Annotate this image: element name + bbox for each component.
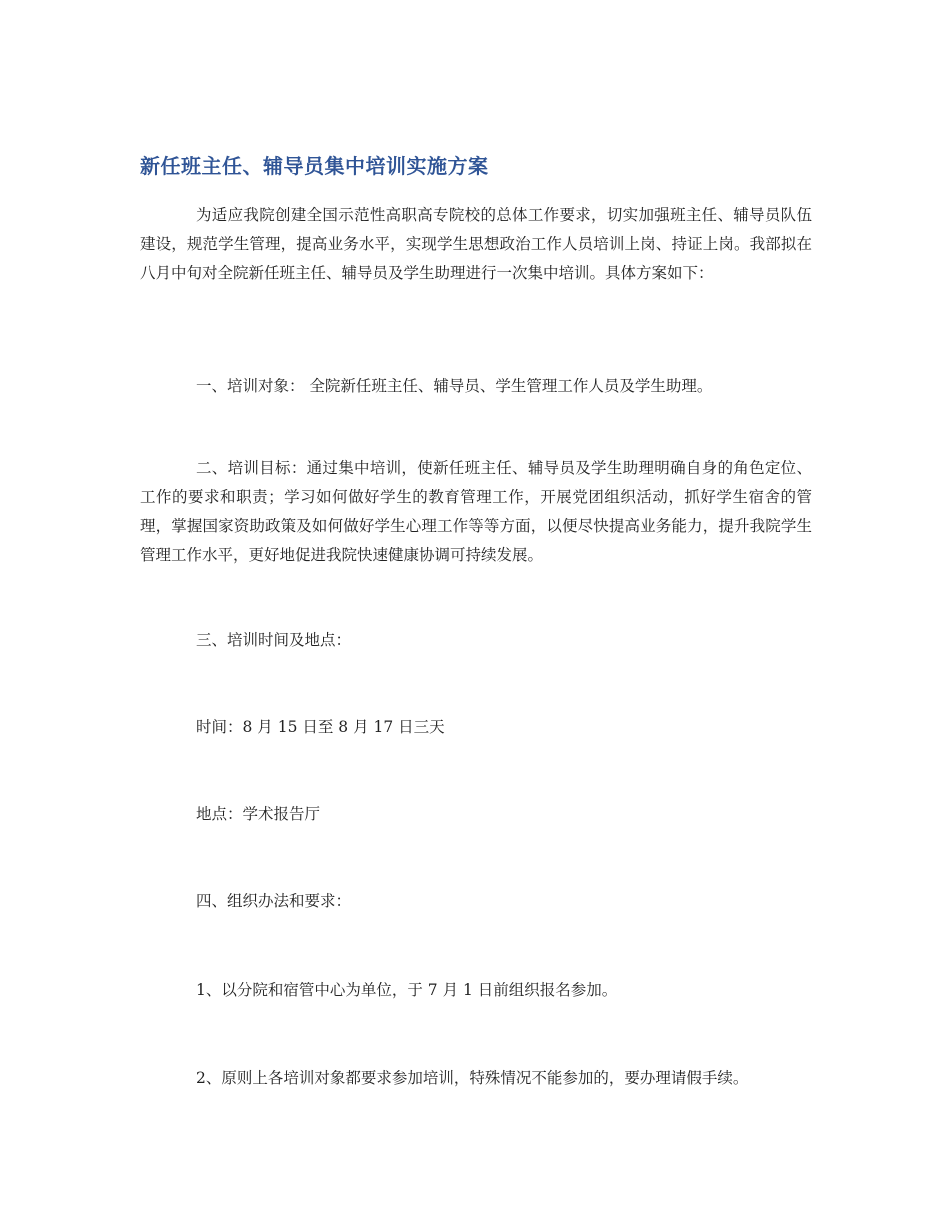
section-training-goals: 二、培训目标：通过集中培训，使新任班主任、辅导员及学生助理明确自身的角色定位、工作的要求和职责；学习如何做好学生的教育管理工作，开展党团组织活动，抓好学生宿舍的管理，掌握国家资助政策及如何做好学生心理工作等等方面，以便尽快提高业务能力，提升我院学生管理工作水平，更好地促进我院快速健康协调可持续发展。: [140, 459, 812, 564]
requirement-item-1: 1、以分院和宿管中心为单位，于 7 月 1 日前组织报名参加。: [196, 981, 618, 999]
section-organization-heading: 四、组织办法和要求：: [196, 892, 352, 910]
intro-paragraph: 为适应我院创建全国示范性高职高专院校的总体工作要求，切实加强班主任、辅导员队伍建设，规范学生管理，提高业务水平，实现学生思想政治工作人员培训上岗、持证上岗。我部拟在八月中旬对全院新任班主任、辅导员及学生助理进行一次集中培训。具体方案如下：: [140, 206, 812, 282]
training-time: 时间：8 月 15 日至 8 月 17 日三天: [196, 718, 445, 736]
section-training-targets: 一、培训对象： 全院新任班主任、辅导员、学生管理工作人员及学生助理。: [196, 377, 713, 395]
requirement-item-2: 2、原则上各培训对象都要求参加培训，特殊情况不能参加的，要办理请假手续。: [196, 1069, 749, 1087]
section-time-location-heading: 三、培训时间及地点：: [196, 631, 352, 649]
training-location: 地点：学术报告厅: [196, 805, 321, 823]
document-title: 新任班主任、辅导员集中培训实施方案: [140, 154, 489, 178]
